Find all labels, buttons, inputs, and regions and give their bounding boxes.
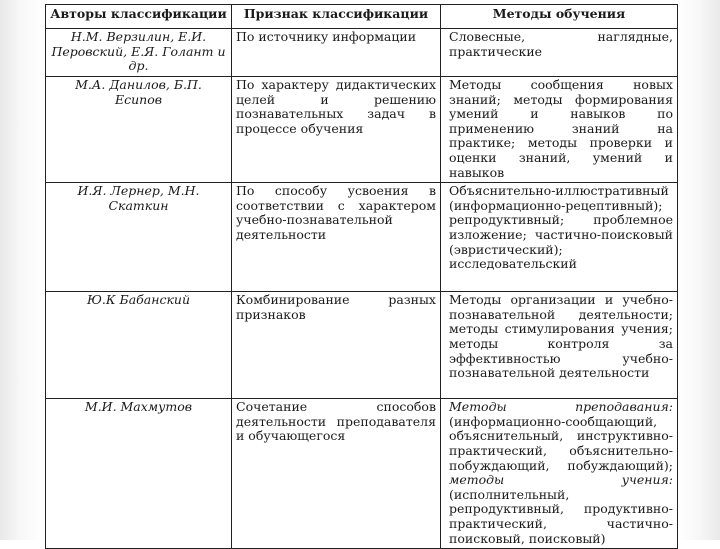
author-cell: М.И. Махмутов xyxy=(46,399,232,549)
teaching-methods-label: Методы преподавания: xyxy=(449,399,673,415)
methods-cell: Методы сообщения новых знаний; методы формирования умений и навыков по применению знаний на практике; методы проверки и оценки знаний, умений и навыков xyxy=(441,77,678,183)
table-header-row xyxy=(46,5,678,29)
classification-table xyxy=(45,4,678,549)
criterion-cell: По способу усвоения в соответствии с характером учебно-познавательной деятельности xyxy=(232,183,441,292)
methods-cell: Объяснительно-иллюстративный (информационно-рецептивный); репродуктивный; проблемное изложение; частично-поисковый (эвристический); исследовательский xyxy=(441,183,678,292)
methods-cell: Методы организации и учебно-познавательной деятельности; методы стимулирования учения; методы контроля за эффективностью учебно-познавательной деятельности xyxy=(441,292,678,399)
table-row xyxy=(46,183,678,292)
author-cell: Ю.К Бабанский xyxy=(46,292,232,399)
teaching-methods-list: (информационно-сообщающий, объяснительный, инструктивно-практический, объяснительно-побуждающий, побуждающий); xyxy=(449,413,673,473)
criterion-cell: По характеру дидактических целей и решению познавательных задач в процессе обучения xyxy=(232,77,441,183)
header-authors: Авторы классификации xyxy=(46,5,232,29)
header-criterion: Признак классификации xyxy=(232,5,441,29)
table-row xyxy=(46,29,678,77)
learning-methods-label: методы учения: xyxy=(449,472,673,488)
learning-methods-list: (исполнительный, репродуктивный, продуктивно-практический, частично-поисковый, поисковый) xyxy=(449,486,673,546)
table-row xyxy=(46,77,678,183)
author-cell: М.А. Данилов, Б.П. Есипов xyxy=(46,77,232,183)
methods-cell xyxy=(441,399,678,549)
criterion-cell: Сочетание способов деятельности преподавателя и обучающегося xyxy=(232,399,441,549)
header-methods: Методы обучения xyxy=(441,5,678,29)
table-row xyxy=(46,292,678,399)
author-cell: И.Я. Лернер, М.Н. Скаткин xyxy=(46,183,232,292)
criterion-cell: Комбинирование разных признаков xyxy=(232,292,441,399)
table-row xyxy=(46,399,678,549)
author-cell: Н.М. Верзилин, Е.И. Перовский, Е.Я. Голант и др. xyxy=(46,29,232,77)
criterion-cell: По источнику информации xyxy=(232,29,441,77)
methods-cell: Словесные, наглядные, практические xyxy=(441,29,678,77)
